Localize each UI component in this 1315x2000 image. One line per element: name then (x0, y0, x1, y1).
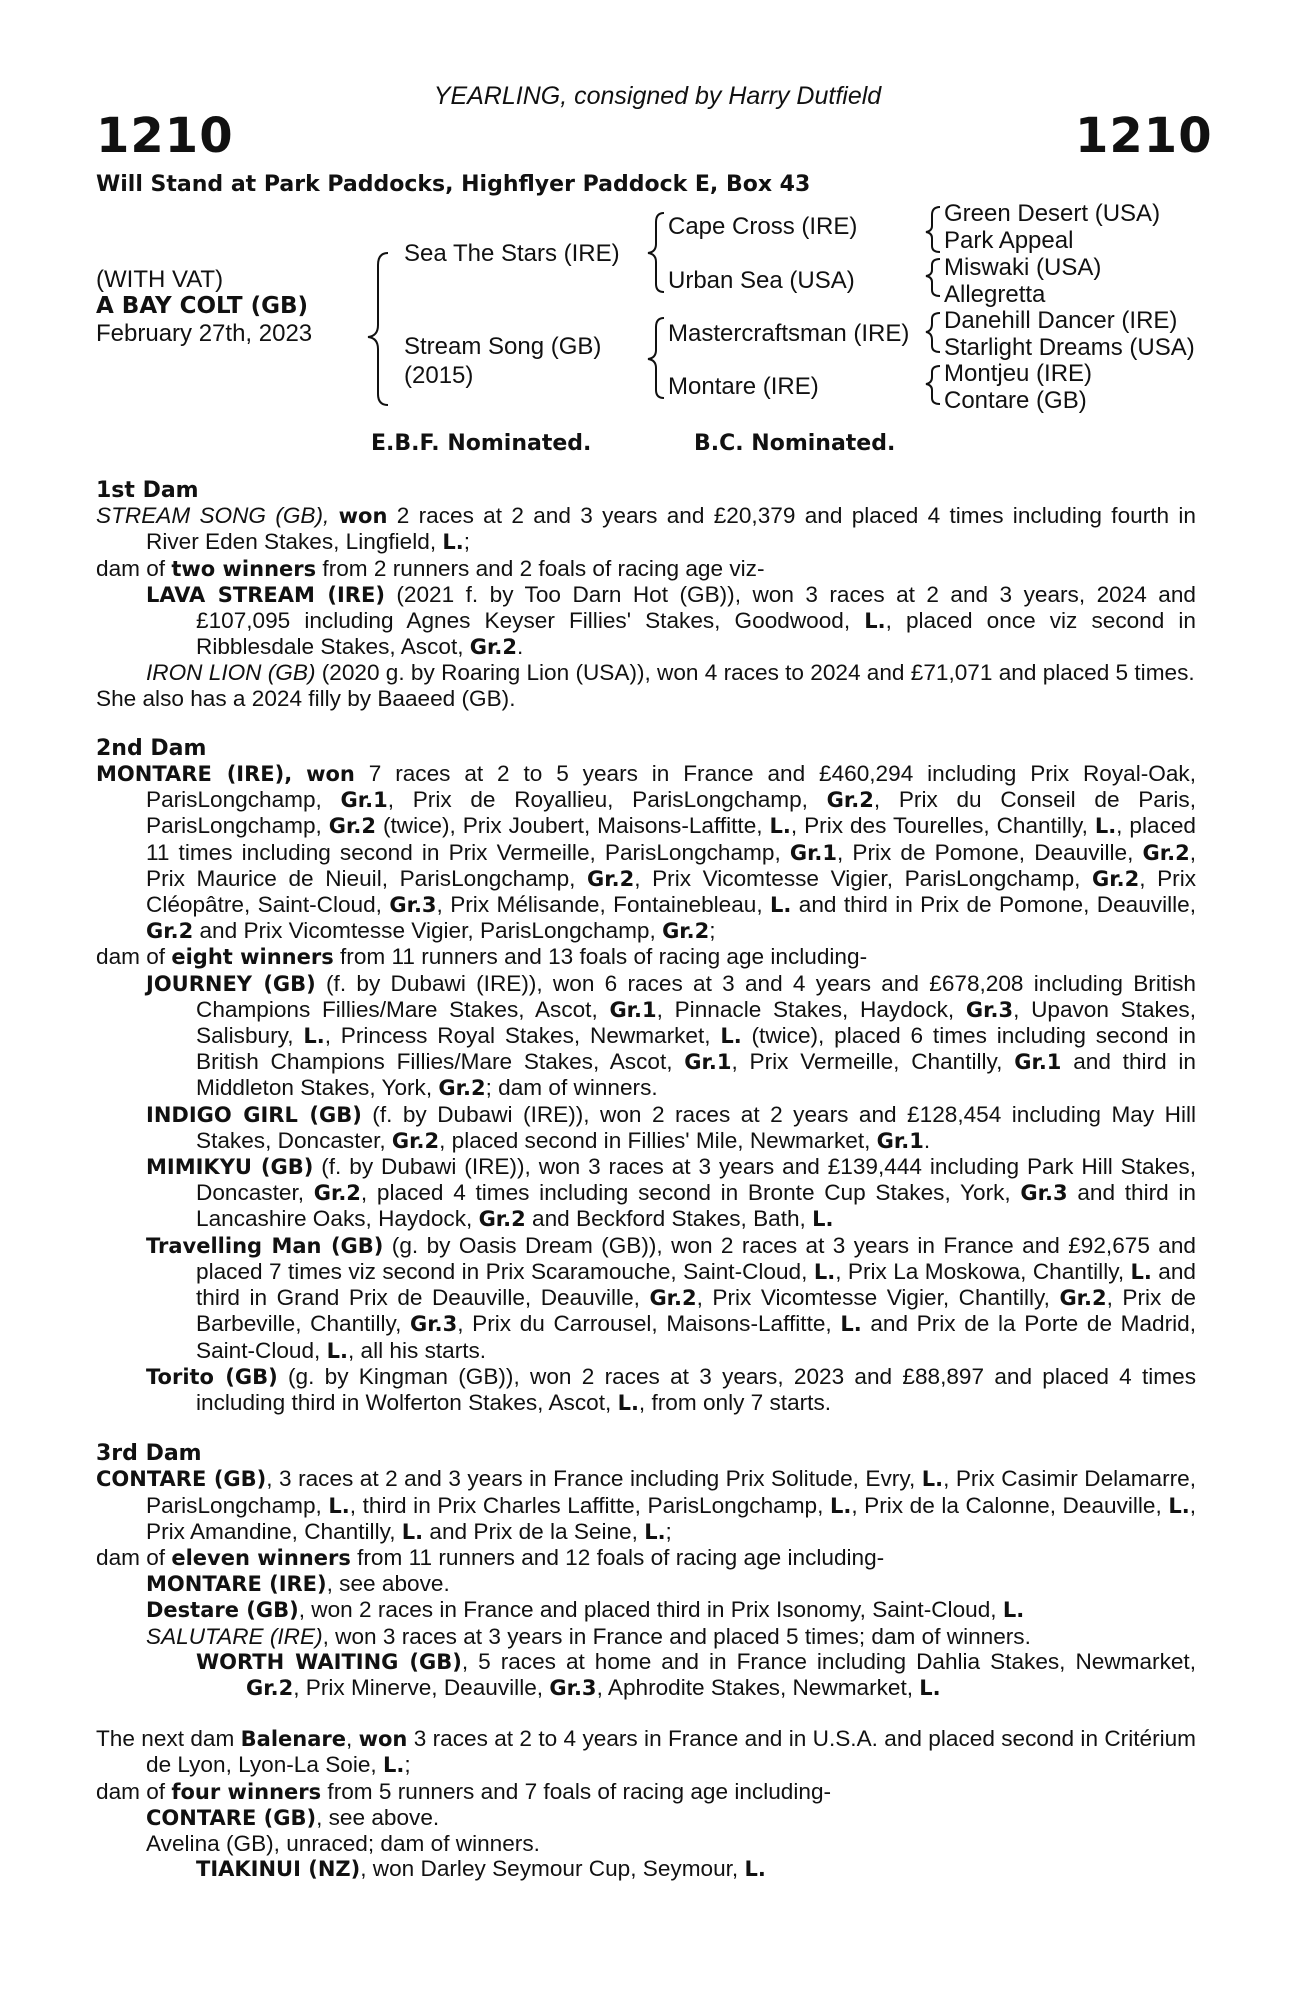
pedigree-g8: Contare (GB) (944, 387, 1087, 414)
bold-run: JOURNEY (GB) (146, 971, 316, 996)
text-run: ; (665, 1518, 672, 1544)
vat-label: (WITH VAT) (96, 266, 224, 293)
produce-worth-waiting (96, 1649, 1196, 1701)
bold-run: Gr.1 (340, 788, 388, 813)
second-dam-record: MONTARE (IRE), won 7 races at 2 to 5 years in France and £460,294 including Prix Royal-Oak, ParisLongchamp, Gr.1, Prix de Royallieu, ParisLongchamp, Gr.2, Prix du Conseil de Paris, ParisLongchamp, Gr.2 (twice), Prix Joubert, Maisons-Laffitte, L., Prix des Tourelles, Chantilly, L., placed 11 times including second in Prix Vermeille, ParisLongchamp, Gr.1, Prix de Pomone, Deauville, Gr.2, Prix Maurice de Nieuil, ParisLongchamp, Gr.2, Prix Vicomtesse Vigier, ParisLongchamp, Gr.2, Prix Cléopâtre, Saint-Cloud, Gr.3, Prix Mélisande, Fontainebleau, L. and third in Prix de Pomone, Deauville, Gr.2 and Prix Vicomtesse Vigier, ParisLongchamp, Gr.2; (96, 761, 1197, 944)
bold-run: Gr.3 (549, 1675, 597, 1700)
text-run: , Prix du Conseil de Paris, ParisLongchamp, (146, 787, 1196, 839)
bold-run: Gr.3 (1020, 1181, 1068, 1206)
text-run: , Prix de Barbeville, Chantilly, (196, 1285, 1196, 1337)
text-run: , Prix de la Calonne, Deauville, (851, 1492, 1169, 1518)
first-dam-produce-summary: dam of two winners from 2 runners and 2 foals of racing age viz- (96, 555, 765, 581)
horse-name: A BAY COLT (GB) (96, 293, 309, 319)
text-run: , Prix de Royallieu, ParisLongchamp, (387, 787, 827, 813)
first-dam-also: She also has a 2024 filly by Baaeed (GB). (96, 685, 516, 711)
bold-run: L. (1168, 1493, 1190, 1518)
text-run: and Prix de la Porte de Madrid, Saint-Cloud, (196, 1311, 1196, 1363)
bold-run: Gr.3 (389, 893, 437, 918)
bold-run: L. (720, 1024, 742, 1049)
text-run: , Prix Vicomtesse Vigier, Chantilly, (696, 1285, 1060, 1311)
produce-mimikyu (96, 1154, 1196, 1233)
text-run: . (923, 1127, 931, 1153)
pedigree-g2: Park Appeal (944, 227, 1074, 254)
produce-journey (96, 971, 1196, 1102)
bold-run: Gr.2 (438, 1076, 486, 1101)
text-run: , Aphrodite Stakes, Newmarket, (596, 1674, 920, 1700)
text-run: , Prix Vicomtesse Vigier, ParisLongchamp, (634, 865, 1093, 891)
text-run: , placed 4 times including second in Bronte Cup Stakes, York, (360, 1180, 1021, 1206)
bold-run: L. (744, 1857, 766, 1882)
produce-indigo-girl (96, 1102, 1196, 1154)
text-run: , Pinnacle Stakes, Haydock, (656, 996, 966, 1022)
text-run: (twice), placed 6 times including second in British Champions Fillies/Mare Stakes, Ascot, (196, 1023, 1196, 1075)
produce-salutare: SALUTARE (IRE), won 3 races at 3 years in France and placed 5 times; dam of winners. (146, 1623, 1031, 1649)
text-run: (f. by Dubawi (IRE)), won 2 races at 2 years and £128,454 including May Hill Stakes, Doncaster, (196, 1101, 1196, 1153)
bold-run: Gr.2 (1059, 1286, 1107, 1311)
bold-run: L. (1094, 814, 1117, 839)
bold-run: Gr.1 (684, 1050, 732, 1075)
text-run: and third in Middleton Stakes, York, (196, 1049, 1196, 1101)
bold-run: Gr.2 (328, 814, 376, 839)
bold-run: L. (644, 1519, 666, 1544)
bold-run: TIAKINUI (NZ) (196, 1857, 361, 1882)
bold-run: Gr.3 (410, 1312, 458, 1337)
pedigree-g3: Miswaki (USA) (944, 254, 1102, 281)
catalogue-body (96, 478, 1196, 1882)
third-dam-produce-summary: dam of eleven winners from 11 runners and 12 foals of racing age including- (96, 1544, 885, 1570)
text-run: , Princess Royal Stakes, Newmarket, (324, 1023, 721, 1049)
pedigree-g7: Montjeu (IRE) (944, 360, 1093, 387)
bold-run: Gr.1 (609, 997, 657, 1022)
pedigree-g5: Danehill Dancer (IRE) (944, 307, 1178, 334)
bold-run: Gr.3 (965, 997, 1014, 1022)
text-run: (twice), Prix Joubert, Maisons-Laffitte, (376, 813, 770, 839)
bold-run: L. (840, 1312, 862, 1337)
dam: Stream Song (GB) (404, 333, 602, 360)
text-run: , from only 7 starts. (638, 1389, 832, 1415)
text-run: , Prix Minerve, Deauville, (293, 1674, 550, 1700)
bold-run: Gr.2 (391, 1128, 440, 1153)
bold-run: CONTARE (GB) (96, 1467, 267, 1492)
text-run: , Prix de Pomone, Deauville, (837, 839, 1143, 865)
sire-sire: Cape Cross (IRE) (668, 213, 858, 240)
text-run: (f. by Dubawi (IRE)), won 6 races at 3 and 4 years and £678,208 including British Champions Fillies/Mare Stakes, Ascot, (196, 970, 1197, 1022)
sire-dam: Urban Sea (USA) (668, 267, 855, 294)
produce-destare (96, 1597, 1196, 1623)
bold-run: L. (326, 1338, 348, 1363)
text-run: , Prix des Tourelles, Chantilly, (790, 813, 1095, 839)
bold-run: Gr.2 (587, 866, 635, 891)
text-run: , see above. (326, 1571, 450, 1597)
text-run: and Prix de la Seine, (423, 1518, 645, 1544)
dam-year: (2015) (404, 362, 474, 389)
produce-contare (96, 1805, 1196, 1831)
pedigree-g4: Allegretta (944, 281, 1046, 308)
bold-run: Gr.2 (1142, 840, 1190, 865)
bold-run: L. (812, 1207, 834, 1232)
bold-run: INDIGO GIRL (GB) (146, 1102, 362, 1127)
produce-avelina: Avelina (GB), unraced; dam of winners. (146, 1830, 540, 1856)
bold-run: Travelling Man (GB) (146, 1233, 384, 1258)
text-run: , Prix Casimir Delamarre, ParisLongchamp, (146, 1466, 1196, 1518)
bold-run: L. (919, 1675, 941, 1700)
bold-run: MONTARE (IRE) (146, 1572, 327, 1597)
text-run: and third in Prix de Pomone, Deauville, (791, 892, 1196, 918)
text-run: and third in Grand Prix de Deauville, Deauville, (196, 1258, 1197, 1311)
bold-run: Gr.2 (649, 1286, 697, 1311)
foaling-date: February 27th, 2023 (96, 320, 313, 347)
bold-run: Destare (GB) (146, 1598, 299, 1623)
bold-run: Gr.2 (662, 919, 710, 944)
text-run: , Prix Cléopâtre, Saint-Cloud, (146, 865, 1197, 918)
first-dam-record: STREAM SONG (GB), won 2 races at 2 and 3 years and £20,379 and placed 4 times including fourth in River Eden Stakes, Lingfield, L.; (96, 503, 1196, 555)
sire: Sea The Stars (IRE) (404, 240, 620, 267)
bold-run: Torito (GB) (146, 1364, 278, 1389)
bold-run: MIMIKYU (GB) (146, 1155, 314, 1180)
bold-run: L. (303, 1024, 325, 1049)
text-run: , third in Prix Charles Laffitte, ParisLongchamp, (349, 1492, 830, 1518)
produce-torito (96, 1364, 1196, 1416)
bold-run: Gr.1 (789, 840, 838, 865)
dam-sire: Mastercraftsman (IRE) (668, 320, 910, 347)
text-run: 7 races at 2 to 5 years in France and £460,294 including Prix Royal-Oak, ParisLongchamp, (146, 761, 1196, 813)
produce-montare (96, 1571, 1196, 1597)
produce-lava-stream: LAVA STREAM (IRE) (2021 f. by Too Darn Hot (GB)), won 3 races at 2 and 3 years, 2024 and £107,095 including Agnes Keyser Fillies' Stakes, Goodwood, L., placed once viz second in Ribblesdale Stakes, Ascot, Gr.2. (146, 581, 1196, 660)
second-dam-produce-summary: dam of eight winners from 11 runners and 13 foals of racing age including- (96, 944, 868, 970)
lot-number-left: 1210 (96, 108, 234, 164)
bold-run: L. (617, 1390, 639, 1415)
produce-iron-lion: IRON LION (GB) (2020 g. by Roaring Lion (USA)), won 4 races to 2024 and £71,071 and placed 5 times. (146, 660, 1195, 686)
text-run: , Prix Vermeille, Chantilly, (731, 1049, 1015, 1075)
bc-nomination: B.C. Nominated. (694, 431, 896, 456)
bold-run: Gr.1 (1014, 1050, 1062, 1075)
text-run: , Prix La Moskowa, Chantilly, (835, 1258, 1131, 1284)
text-run: , won Darley Seymour Cup, Seymour, (360, 1856, 745, 1882)
bold-run: Gr.2 (246, 1675, 294, 1700)
lot-number-right: 1210 (1075, 108, 1213, 164)
bold-run: L. (769, 814, 791, 839)
text-run: , see above. (316, 1804, 440, 1830)
produce-tiakinui (96, 1856, 1196, 1882)
bold-run: WORTH WAITING (GB) (196, 1649, 462, 1674)
pedigree-g6: Starlight Dreams (USA) (944, 334, 1195, 361)
bold-run: L. (829, 1493, 852, 1518)
pedigree-g1: Green Desert (USA) (944, 200, 1161, 227)
bold-run: CONTARE (GB) (146, 1805, 317, 1830)
bold-run: Gr.2 (1092, 866, 1140, 891)
text-run: , placed second in Fillies' Mile, Newmarket, (439, 1127, 877, 1153)
dam-dam: Montare (IRE) (668, 373, 819, 400)
text-run: (f. by Dubawi (IRE)), won 3 races at 3 years and £139,444 including Park Hill Stakes, Doncaster, (196, 1154, 1196, 1206)
produce-travelling-man (96, 1233, 1196, 1364)
text-run: , Prix du Carrousel, Maisons-Laffitte, (457, 1311, 841, 1337)
bold-run: L. (921, 1467, 944, 1492)
next-dam-produce-summary: dam of four winners from 5 runners and 7 foals of racing age including- (96, 1778, 832, 1804)
bold-run: Gr.2 (146, 919, 194, 944)
text-run: , Prix Maurice de Nieuil, ParisLongchamp, (146, 839, 1196, 891)
text-run: , Upavon Stakes, Salisbury, (196, 996, 1196, 1049)
bold-run: L. (770, 893, 792, 918)
stand-location: Will Stand at Park Paddocks, Highflyer Paddock E, Box 43 (96, 172, 811, 197)
consignment-line: YEARLING, consigned by Harry Dutfield (433, 82, 882, 110)
text-run: , won 2 races in France and placed third in Prix Isonomy, Saint-Cloud, (298, 1597, 1003, 1623)
text-run: , Prix Amandine, Chantilly, (146, 1492, 1196, 1544)
text-run: and third in Lancashire Oaks, Haydock, (196, 1180, 1196, 1232)
second-dam-heading: 2nd Dam (96, 735, 207, 761)
text-run: , 5 races at home and in France including Dahlia Stakes, Newmarket, (461, 1648, 1196, 1674)
text-run: ; (709, 918, 716, 944)
bold-run: Gr.1 (876, 1128, 924, 1153)
text-run: (g. by Oasis Dream (GB)), won 2 races at 3 years in France and £92,675 and placed 7 times viz second in Prix Scaramouche, Saint-Cloud, (196, 1232, 1196, 1284)
next-dam-record: The next dam Balenare, won 3 races at 2 to 4 years in France and in U.S.A. and placed second in Critérium de Lyon, Lyon-La Soie, L.; (96, 1726, 1196, 1778)
bold-run: L. (328, 1493, 350, 1518)
bold-run: L. (401, 1519, 424, 1544)
bold-run: L. (1002, 1598, 1025, 1623)
text-run: and Prix Vicomtesse Vigier, ParisLongchamp, (193, 918, 663, 944)
text-run: (g. by Kingman (GB)), won 2 races at 3 years, 2023 and £88,897 and placed 4 times including third in Wolferton Stakes, Ascot, (196, 1363, 1196, 1415)
text-run: , placed 11 times including second in Prix Vermeille, ParisLongchamp, (146, 813, 1196, 865)
first-dam-heading: 1st Dam (96, 478, 199, 503)
text-run: , all his starts. (347, 1337, 487, 1363)
text-run: ; dam of winners. (485, 1075, 658, 1101)
bold-run: L. (1130, 1259, 1152, 1284)
bold-run: Gr.2 (826, 788, 874, 813)
bold-run: L. (813, 1259, 836, 1284)
ebf-nomination: E.B.F. Nominated. (371, 431, 592, 456)
text-run: , 3 races at 2 and 3 years in France including Prix Solitude, Evry, (266, 1466, 922, 1492)
bold-run: Gr.2 (478, 1207, 526, 1232)
bold-run: Gr.2 (313, 1181, 361, 1206)
text-run: and Beckford Stakes, Bath, (525, 1206, 813, 1232)
text-run: , Prix Mélisande, Fontainebleau, (436, 892, 771, 918)
third-dam-record (96, 1466, 1196, 1545)
third-dam-heading: 3rd Dam (96, 1441, 202, 1467)
